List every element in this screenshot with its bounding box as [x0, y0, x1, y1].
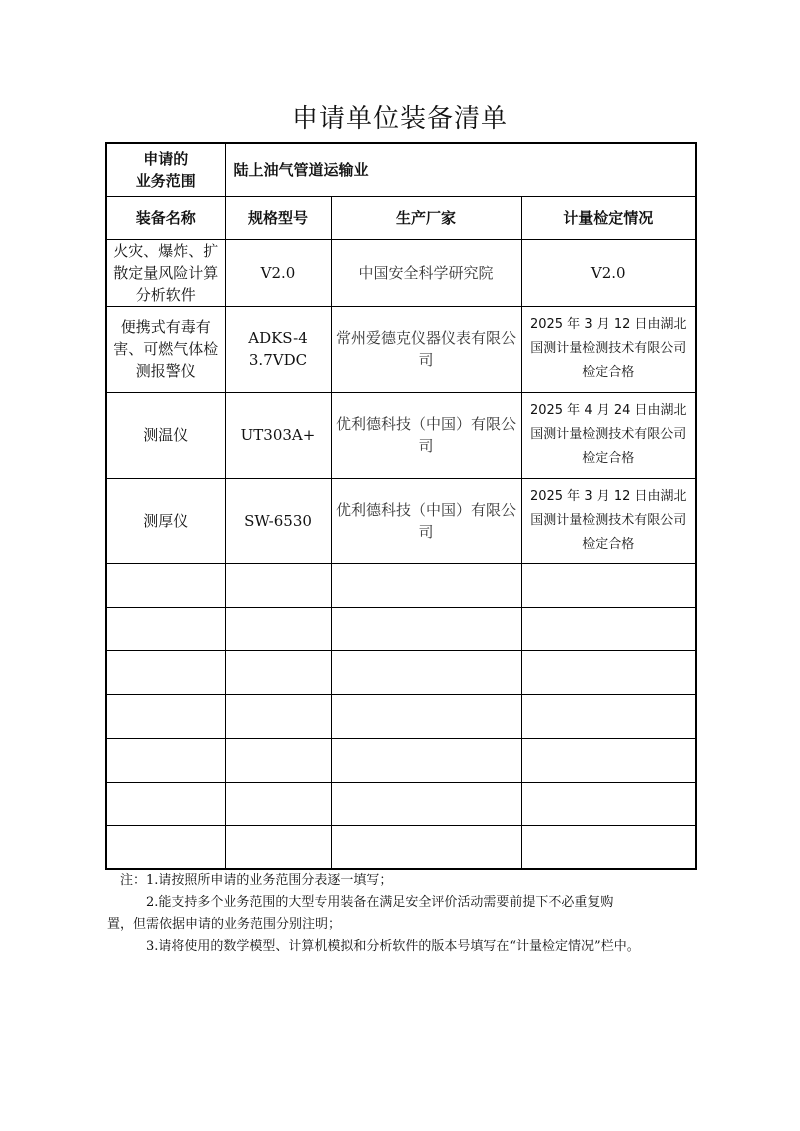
empty-row [106, 694, 696, 738]
scope-value: 陆上油气管道运输业 [225, 143, 696, 196]
equipment-model: V2.0 [225, 239, 331, 306]
empty-row [106, 563, 696, 607]
empty-cell [521, 694, 696, 738]
empty-cell [521, 825, 696, 869]
empty-cell [521, 607, 696, 650]
empty-cell [331, 782, 521, 825]
scope-label-line2: 业务范围 [135, 171, 196, 190]
equipment-table [105, 142, 697, 870]
empty-cell [331, 738, 521, 782]
note-2-continued: 置，但需依据申请的业务范围分别注明； [107, 917, 342, 932]
equipment-manufacturer: 常州爱德克仪器仪表有限公司 [331, 306, 521, 392]
note-3: 3.请将使用的数学模型、计算机模拟和分析软件的版本号填写在“计量检定情况”栏中。 [146, 939, 640, 954]
empty-cell [106, 694, 225, 738]
empty-cell [225, 694, 331, 738]
empty-cell [106, 650, 225, 694]
equipment-calibration: 2025 年 4 月 24 日由湖北国测计量检测技术有限公司检定合格 [521, 392, 696, 478]
column-header-manufacturer: 生产厂家 [331, 196, 521, 239]
equipment-name: 测厚仪 [106, 478, 225, 563]
empty-row [106, 825, 696, 869]
scope-label [106, 143, 225, 196]
empty-row [106, 650, 696, 694]
empty-row [106, 738, 696, 782]
empty-cell [521, 650, 696, 694]
empty-cell [225, 738, 331, 782]
note-1: 注：1.请按照所申请的业务范围分表逐一填写； [120, 873, 393, 888]
equipment-name: 测温仪 [106, 392, 225, 478]
equipment-model: ADKS-4 3.7VDC [225, 306, 331, 392]
empty-cell [521, 782, 696, 825]
empty-row [106, 607, 696, 650]
equipment-manufacturer: 中国安全科学研究院 [331, 239, 521, 306]
equipment-model: UT303A+ [225, 392, 331, 478]
equipment-calibration: 2025 年 3 月 12 日由湖北国测计量检测技术有限公司检定合格 [521, 478, 696, 563]
empty-cell [331, 825, 521, 869]
equipment-calibration: V2.0 [521, 239, 696, 306]
empty-cell [225, 825, 331, 869]
equipment-name: 便携式有毒有害、可燃气体检测报警仪 [106, 306, 225, 392]
empty-cell [225, 563, 331, 607]
empty-cell [521, 738, 696, 782]
scope-label-line1: 申请的 [143, 149, 189, 168]
empty-row [106, 782, 696, 825]
empty-cell [106, 825, 225, 869]
header-row [106, 196, 696, 239]
empty-cell [225, 650, 331, 694]
equipment-model: SW-6530 [225, 478, 331, 563]
equipment-name: 火灾、爆炸、扩散定量风险计算分析软件 [106, 239, 225, 306]
table-row [106, 392, 696, 478]
column-header-calibration: 计量检定情况 [521, 196, 696, 239]
note-2: 2.能支持多个业务范围的大型专用装备在满足安全评价活动需要前提下不必重复购 [146, 895, 614, 910]
empty-cell [106, 563, 225, 607]
equipment-manufacturer: 优利德科技（中国）有限公司 [331, 392, 521, 478]
equipment-calibration: 2025 年 3 月 12 日由湖北国测计量检测技术有限公司检定合格 [521, 306, 696, 392]
page-title: 申请单位装备清单 [291, 104, 508, 134]
column-header-name: 装备名称 [106, 196, 225, 239]
table-row [106, 306, 696, 392]
empty-cell [106, 607, 225, 650]
column-header-model: 规格型号 [225, 196, 331, 239]
empty-cell [331, 694, 521, 738]
equipment-manufacturer: 优利德科技（中国）有限公司 [331, 478, 521, 563]
table-row [106, 478, 696, 563]
empty-cell [331, 563, 521, 607]
empty-cell [225, 607, 331, 650]
empty-cell [106, 738, 225, 782]
empty-cell [521, 563, 696, 607]
notes [107, 870, 700, 958]
empty-cell [106, 782, 225, 825]
empty-cell [331, 607, 521, 650]
empty-cell [331, 650, 521, 694]
empty-cell [225, 782, 331, 825]
scope-row [106, 143, 696, 196]
table-row [106, 239, 696, 306]
